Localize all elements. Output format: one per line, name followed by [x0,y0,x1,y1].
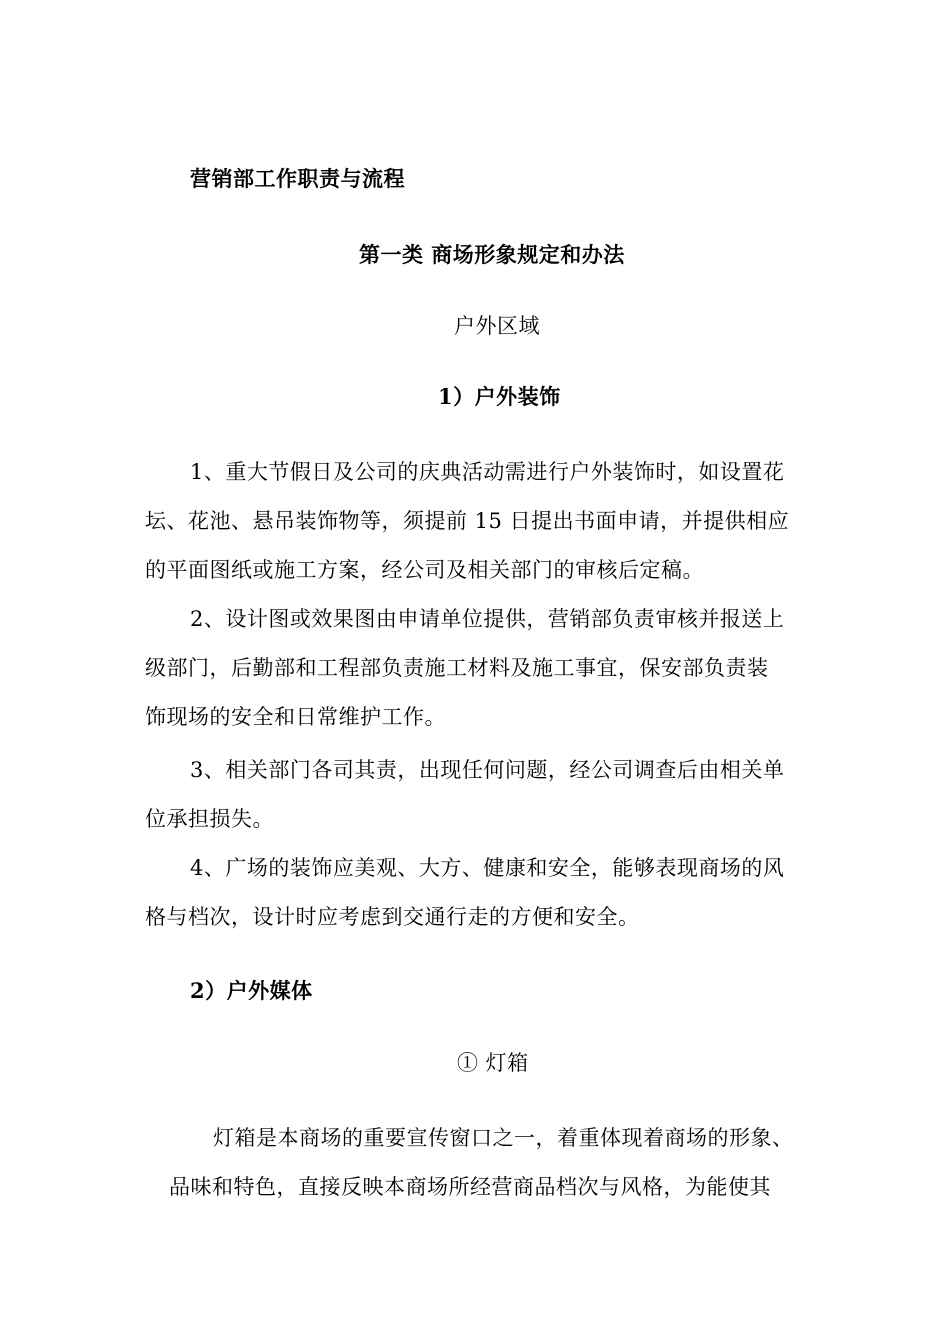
area-heading: 户外区域 [454,314,540,338]
chapter-heading: 第一类 商场形象规定和办法 [359,242,625,267]
section-heading-outdoor-decoration: 1）户外装饰 [438,384,561,409]
document-title: 营销部工作职责与流程 [190,166,405,191]
paragraph-line: 灯箱是本商场的重要宣传窗口之一，着重体现着商场的形象、 [213,1126,794,1150]
paragraph-line: 格与档次，设计时应考虑到交通行走的方便和安全。 [145,905,640,929]
paragraph-line: 位承担损失。 [145,807,274,831]
paragraph-line: 坛、花池、悬吊装饰物等，须提前 15 日提出书面申请，并提供相应 [145,509,790,533]
subsection-heading-lightbox: ① 灯箱 [457,1051,529,1075]
paragraph-line: 品味和特色，直接反映本商场所经营商品档次与风格，为能使其 [169,1175,771,1199]
paragraph-line: 级部门，后勤部和工程部负责施工材料及施工事宜，保安部负责装 [145,656,769,680]
paragraph-line: 饰现场的安全和日常维护工作。 [145,705,446,729]
paragraph-line: 3、相关部门各司其责，出现任何问题，经公司调查后由相关单 [190,758,785,782]
paragraph-line: 的平面图纸或施工方案，经公司及相关部门的审核后定稿。 [145,558,704,582]
section-heading-outdoor-media: 2）户外媒体 [190,978,313,1003]
paragraph-line: 2、设计图或效果图由申请单位提供，营销部负责审核并报送上 [190,607,785,631]
paragraph-line: 4、广场的装饰应美观、大方、健康和安全，能够表现商场的风 [190,856,785,880]
paragraph-line: 1、重大节假日及公司的庆典活动需进行户外装饰时，如设置花 [190,460,785,484]
